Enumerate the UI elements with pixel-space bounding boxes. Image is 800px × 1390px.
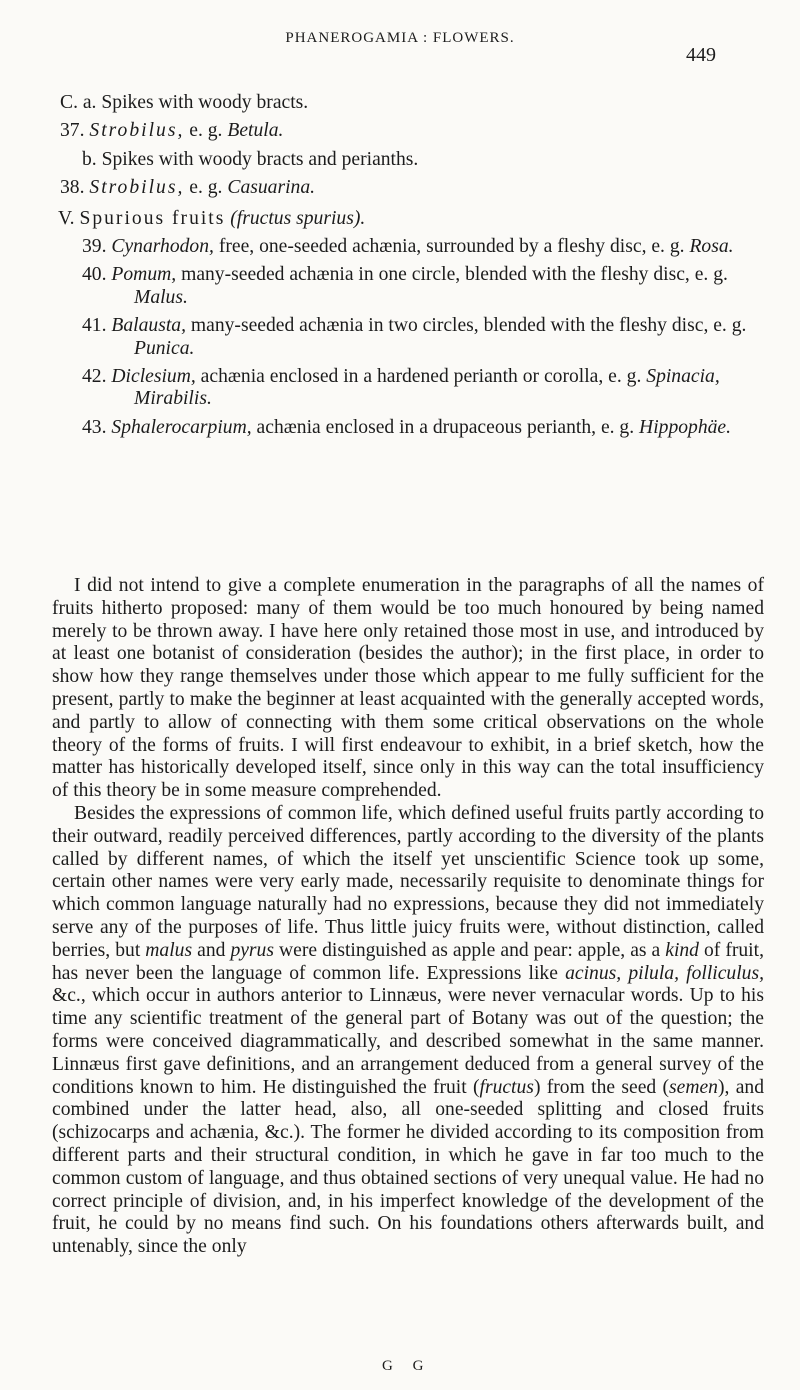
entry-example: Spinacia, Mirabilis.	[134, 366, 720, 410]
running-title: PHANEROGAMIA : FLOWERS.	[285, 30, 515, 46]
entry-text: many-seeded achænia in two circles, blended with the fleshy disc, e. g.	[190, 315, 747, 337]
list-item	[82, 366, 760, 411]
entry-term: Balausta,	[111, 315, 186, 337]
page-number: 449	[686, 44, 716, 66]
entry-example: Hippophäe.	[639, 416, 732, 438]
list-item	[82, 236, 760, 258]
list-item	[58, 208, 760, 230]
entry-text: achænia enclosed in a hardened perianth or corolla, e. g.	[200, 366, 642, 388]
entry-term: Cynarhodon,	[111, 236, 214, 258]
list-item	[60, 177, 760, 199]
entry-label: C. a.	[60, 92, 97, 113]
signature-mark: G G	[382, 1358, 432, 1374]
entry-example: Casuarina.	[227, 177, 316, 199]
entry-label: 40.	[82, 264, 107, 286]
entry-example: Betula.	[227, 120, 284, 142]
entry-example: Punica.	[134, 337, 195, 359]
body-text	[52, 575, 764, 1259]
list-item	[82, 315, 760, 360]
list-item	[60, 149, 760, 171]
entry-text: free, one-seeded achænia, surrounded by a fleshy disc, e. g.	[218, 236, 685, 258]
entry-example: Malus.	[134, 286, 188, 308]
entry-term: Strobilus,	[89, 177, 185, 199]
entry-label: 43.	[82, 416, 107, 438]
entry-text: e. g.	[189, 177, 223, 199]
entry-label: V.	[58, 207, 75, 229]
entry-text: (fructus spurius).	[230, 207, 366, 229]
paragraph: Besides the expressions of common life, which defined useful fruits partly according to their outward, readily perceived differences, partly according to the diversity of the plants called by different names, of which the itself yet unscientific Science took up some, certain other names were very early made, necessarily requisite to denominate things for which common language naturally had no expressions, because they did not immediately serve any of the purposes of life. Thus little juicy fruits were, without distinction, called berries, but malus and pyrus were distinguished as apple and pear: apple, as a kind of fruit, has never been the language of common life. Expressions like acinus, pilula, folliculus, &c., which occur in authors anterior to Linnæus, were never vernacular words. Up to his time any scientific treatment of the general part of Botany was out of the question; the forms were conceived diagrammatically, and described somewhat in the same manner. Linnæus first gave definitions, and an arrangement deduced from a general survey of the conditions known to him. He distinguished the fruit (fructus) from the seed (semen), and combined under the latter head, also, all one-seeded splitting and closed fruits (schizocarps and achænia, &c.). The former he divided according to its composition from different parts and their structural condition, in which he gave in far too much to the common custom of language, and thus obtained sections of very unequal value. He had no correct principle of division, and, in his imperfect knowledge of the development of the fruit, he could by no means find such. On his foundations others afterwards built, and untenably, since the only	[52, 802, 764, 1258]
entry-text: Spikes with woody bracts.	[101, 92, 309, 113]
entry-label: 37.	[60, 120, 85, 142]
entry-text: achænia enclosed in a drupaceous perianth, e. g.	[256, 416, 635, 438]
fruit-classification-list	[60, 92, 760, 445]
entry-text: many-seeded achænia in one circle, blended with the fleshy disc, e. g.	[181, 264, 728, 286]
list-item	[60, 92, 760, 114]
entry-label: 42.	[82, 366, 107, 388]
paragraph: I did not intend to give a complete enumeration in the paragraphs of all the names of fruits hitherto proposed: many of them would be too much honoured by being named merely to be thrown away. I have here only retained those most in use, and introduced by at least one botanist of consideration (besides the author); in the first place, in order to show how they range themselves under those which appear to me fully sufficient for the present, partly to make the beginner at least acquainted with the generally accepted words, and partly to allow of connecting with them some critical observations on the whole theory of the forms of fruits. I will first endeavour to exhibit, in a brief sketch, how the matter has historically developed itself, since only in this way can the total insufficiency of this theory be in some measure comprehended.	[52, 575, 764, 802]
list-item	[82, 417, 760, 439]
list-item	[82, 264, 760, 309]
entry-text: Spikes with woody bracts and perianths.	[101, 148, 419, 170]
entry-label: 41.	[82, 315, 107, 337]
entry-term: Diclesium,	[111, 366, 196, 388]
entry-label: 39.	[82, 236, 107, 258]
entry-example: Rosa.	[689, 236, 734, 258]
entry-label: 38.	[60, 177, 85, 199]
entry-text: e. g.	[189, 120, 223, 142]
entry-label: b.	[82, 148, 97, 170]
entry-term: Pomum,	[111, 264, 177, 286]
list-item	[60, 120, 760, 142]
entry-term: Spurious fruits	[79, 207, 226, 229]
entry-term: Strobilus,	[89, 120, 185, 142]
entry-term: Sphalerocarpium,	[111, 416, 252, 438]
